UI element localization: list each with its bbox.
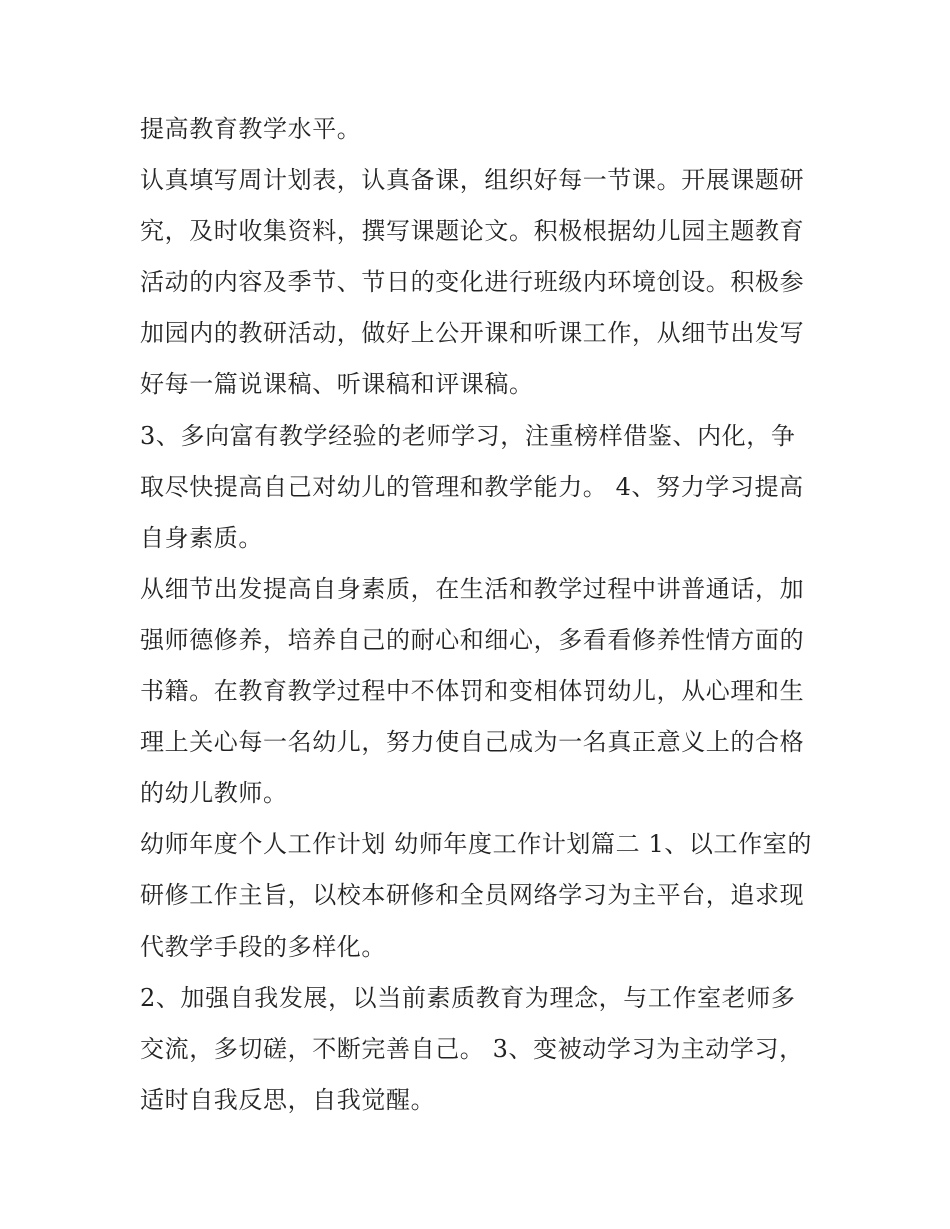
text-line: 加园内的教研活动，做好上公开课和听课工作，从细节出发写 [140,319,805,348]
text-line: 认真填写周计划表，认真备课，组织好每一节课。开展课题研 [140,166,805,195]
text-line: 的幼儿教师。 [140,779,288,808]
text-line: 理上关心每一名幼儿，努力使自己成为一名真正意义上的合格 [140,728,805,757]
text-line: 幼师年度个人工作计划 幼师年度工作计划篇二 1、以工作室的 [140,830,812,859]
text-line: 自身素质。 [140,523,263,552]
text-line: 好每一篇说课稿、听课稿和评课稿。 [140,370,534,399]
text-line: 3、多向富有教学经验的老师学习，注重榜样借鉴、内化，争 [140,421,796,450]
text-line: 从细节出发提高自身素质，在生活和教学过程中讲普通话，加 [140,574,805,603]
text-line: 强师德修养，培养自己的耐心和细心，多看看修养性情方面的 [140,625,805,654]
text-line: 代教学手段的多样化。 [140,932,386,961]
document-body [140,104,820,1126]
text-line: 提高教育教学水平。 [140,115,362,143]
text-line: 活动的内容及季节、节日的变化进行班级内环境创设。积极参 [140,268,805,297]
text-line: 2、加强自我发展，以当前素质教育为理念，与工作室老师多 [140,983,796,1012]
text-line: 书籍。在教育教学过程中不体罚和变相体罚幼儿，从心理和生 [140,677,805,706]
text-line: 究，及时收集资料，撰写课题论文。积极根据幼儿园主题教育 [140,217,805,246]
text-line: 研修工作主旨，以校本研修和全员网络学习为主平台，追求现 [140,881,805,910]
text-line: 取尽快提高自己对幼儿的管理和教学能力。 4、努力学习提高 [140,472,804,501]
text-line: 适时自我反思，自我觉醒。 [140,1085,436,1114]
text-line: 交流，多切磋，不断完善自己。 3、变被动学习为主动学习， [140,1034,804,1063]
